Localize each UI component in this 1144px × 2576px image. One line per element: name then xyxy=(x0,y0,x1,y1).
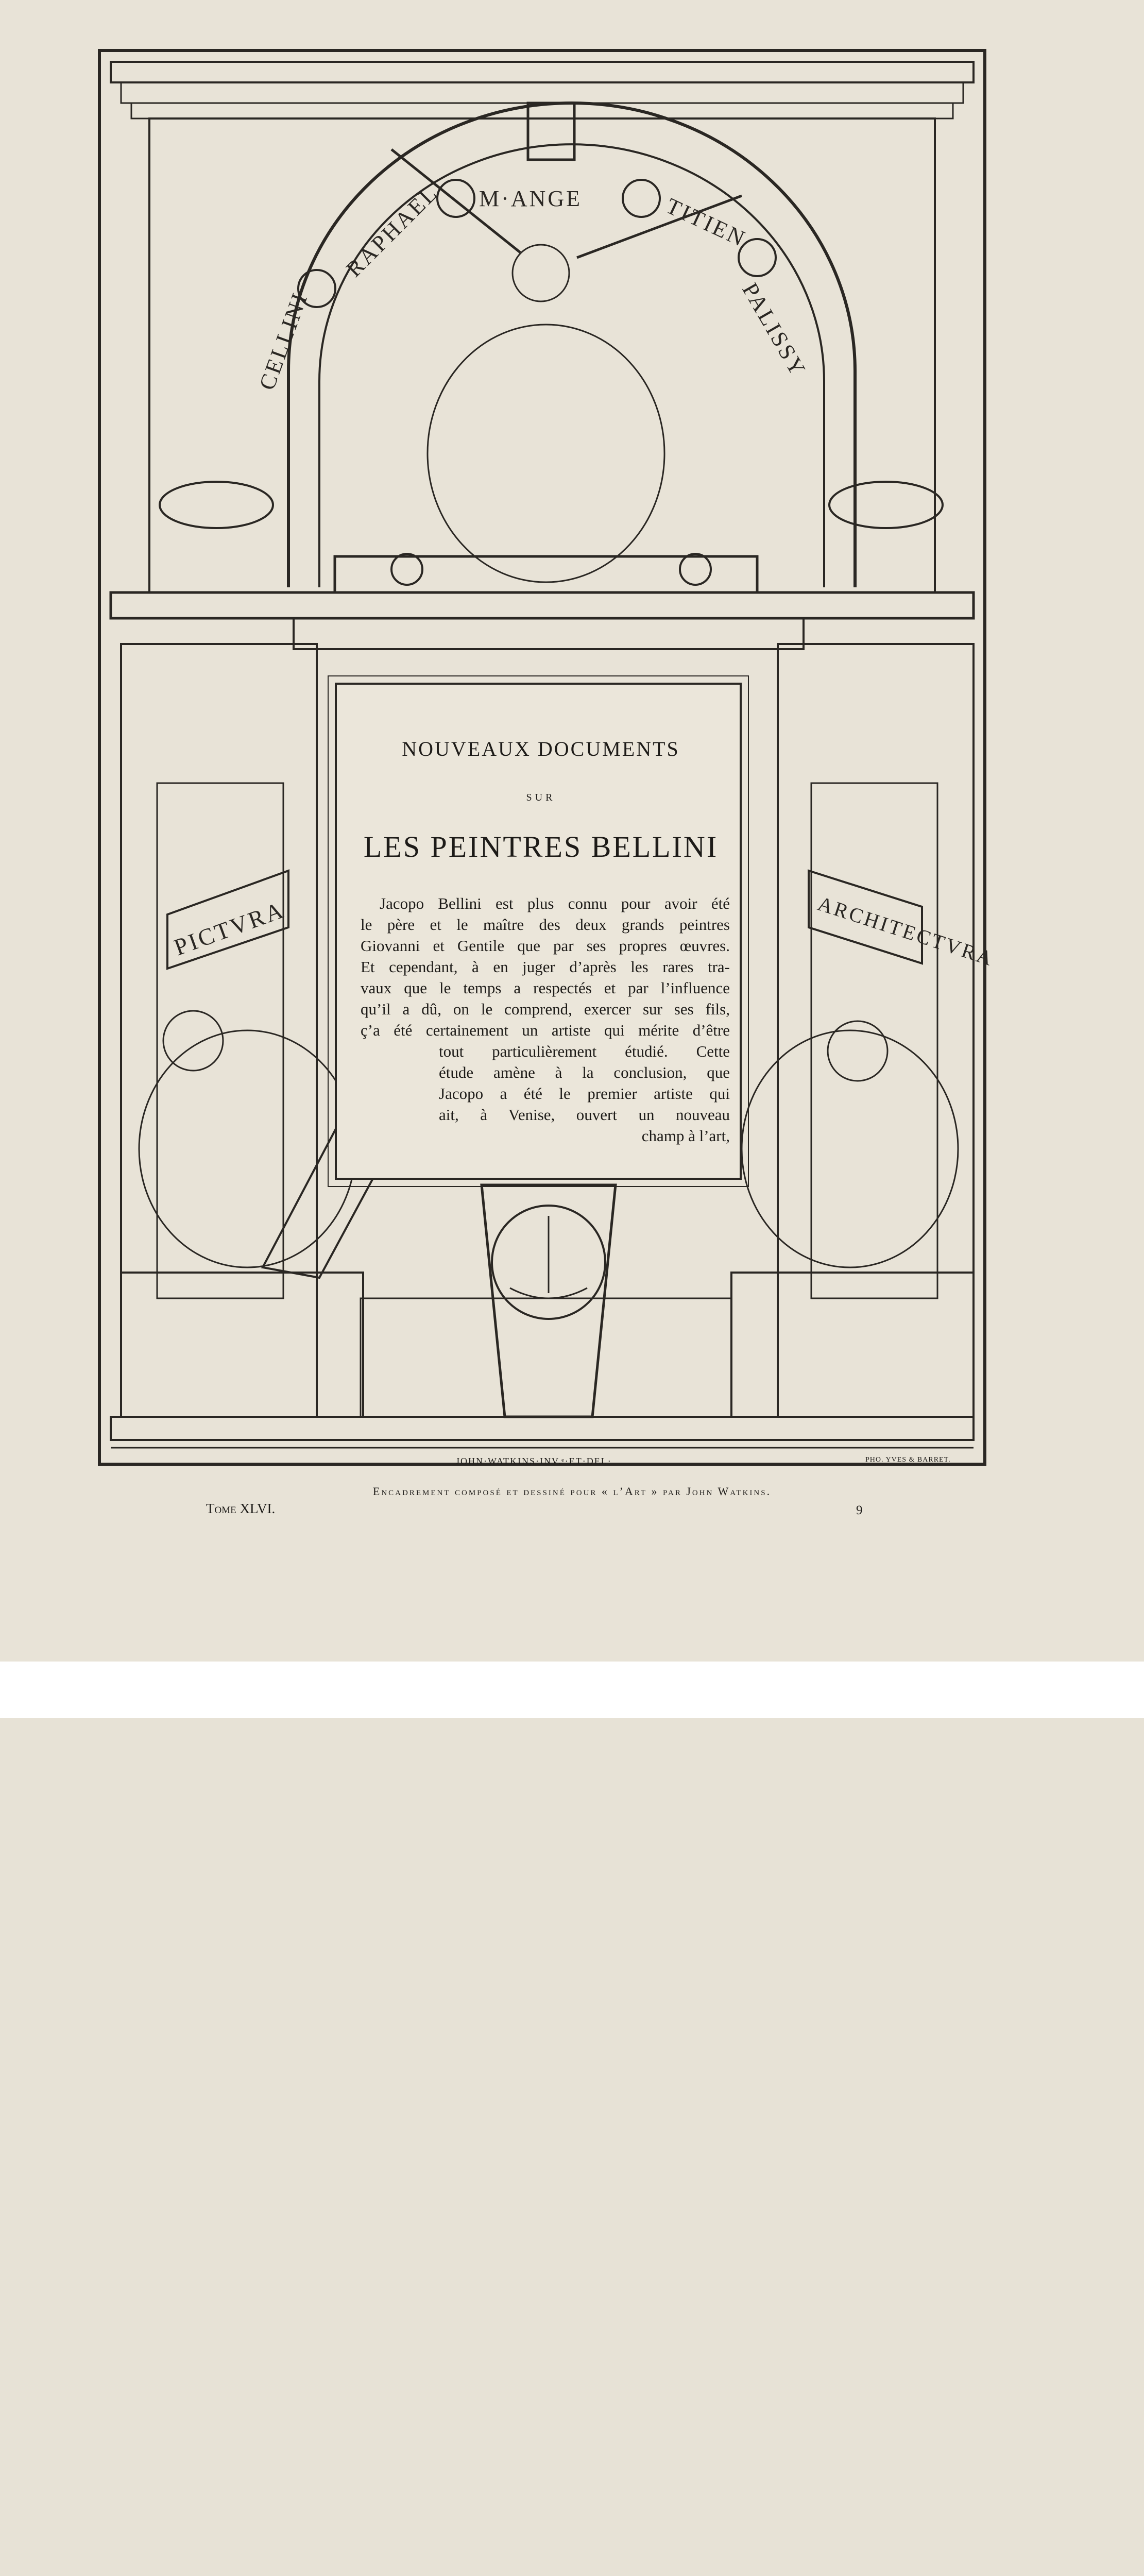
volume-label: Tome XLVI. xyxy=(206,1501,276,1516)
frame-caption: Encadrement composé et dessiné pour « l’Art » par John Watkins. xyxy=(372,1485,772,1498)
photo-credit: PHO. YVES & BARRET. xyxy=(865,1456,951,1464)
body-line: tout particulièrement étudié. Cette xyxy=(439,1042,730,1060)
page-number: 9 xyxy=(856,1503,863,1517)
engraver-credit: JOHN·WATKINS·INV.ᵉ·ET·DEL· xyxy=(456,1456,612,1466)
body-line: ait, à Venise, ouvert un nouveau xyxy=(439,1106,730,1124)
plaque-architectura: ARCHITECTVRA xyxy=(815,891,997,971)
arch-text-palissy: PALISSY xyxy=(737,278,812,382)
arch-text-titien: TITIEN xyxy=(662,193,750,252)
plaque-pictura: PICTVRA xyxy=(170,896,288,961)
body-line: Giovanni et Gentile que par ses propres œuvres. xyxy=(361,937,730,955)
body-line: Jacopo a été le premier artiste qui xyxy=(439,1084,730,1103)
article-title: LES PEINTRES BELLINI xyxy=(363,830,719,863)
body-line: Jacopo Bellini est plus connu pour avoir été xyxy=(380,894,730,912)
body-line: ç’a été certainement un artiste qui mérite d’être xyxy=(361,1021,730,1039)
body-line: vaux que le temps a respectés et par l’influence xyxy=(361,979,730,997)
article-heading-sur: SUR xyxy=(526,792,556,803)
arch-text-michelange: M·ANGE xyxy=(479,186,582,211)
arch-text-cellini: CELLINI xyxy=(254,288,313,394)
body-line: champ à l’art, xyxy=(641,1127,730,1145)
body-line: le père et le maître des deux grands peintres xyxy=(361,916,730,934)
article-heading: NOUVEAUX DOCUMENTS xyxy=(402,737,680,760)
library-footer xyxy=(0,1662,1144,1718)
body-line: Et cependant, à en juger d’après les rares tra- xyxy=(361,958,730,976)
body-line: étude amène à la conclusion, que xyxy=(439,1063,730,1081)
body-line: qu’il a dû, on le comprend, exercer sur ses fils, xyxy=(361,1000,730,1018)
arch-text-raphael: RAPHAEL xyxy=(341,180,443,282)
